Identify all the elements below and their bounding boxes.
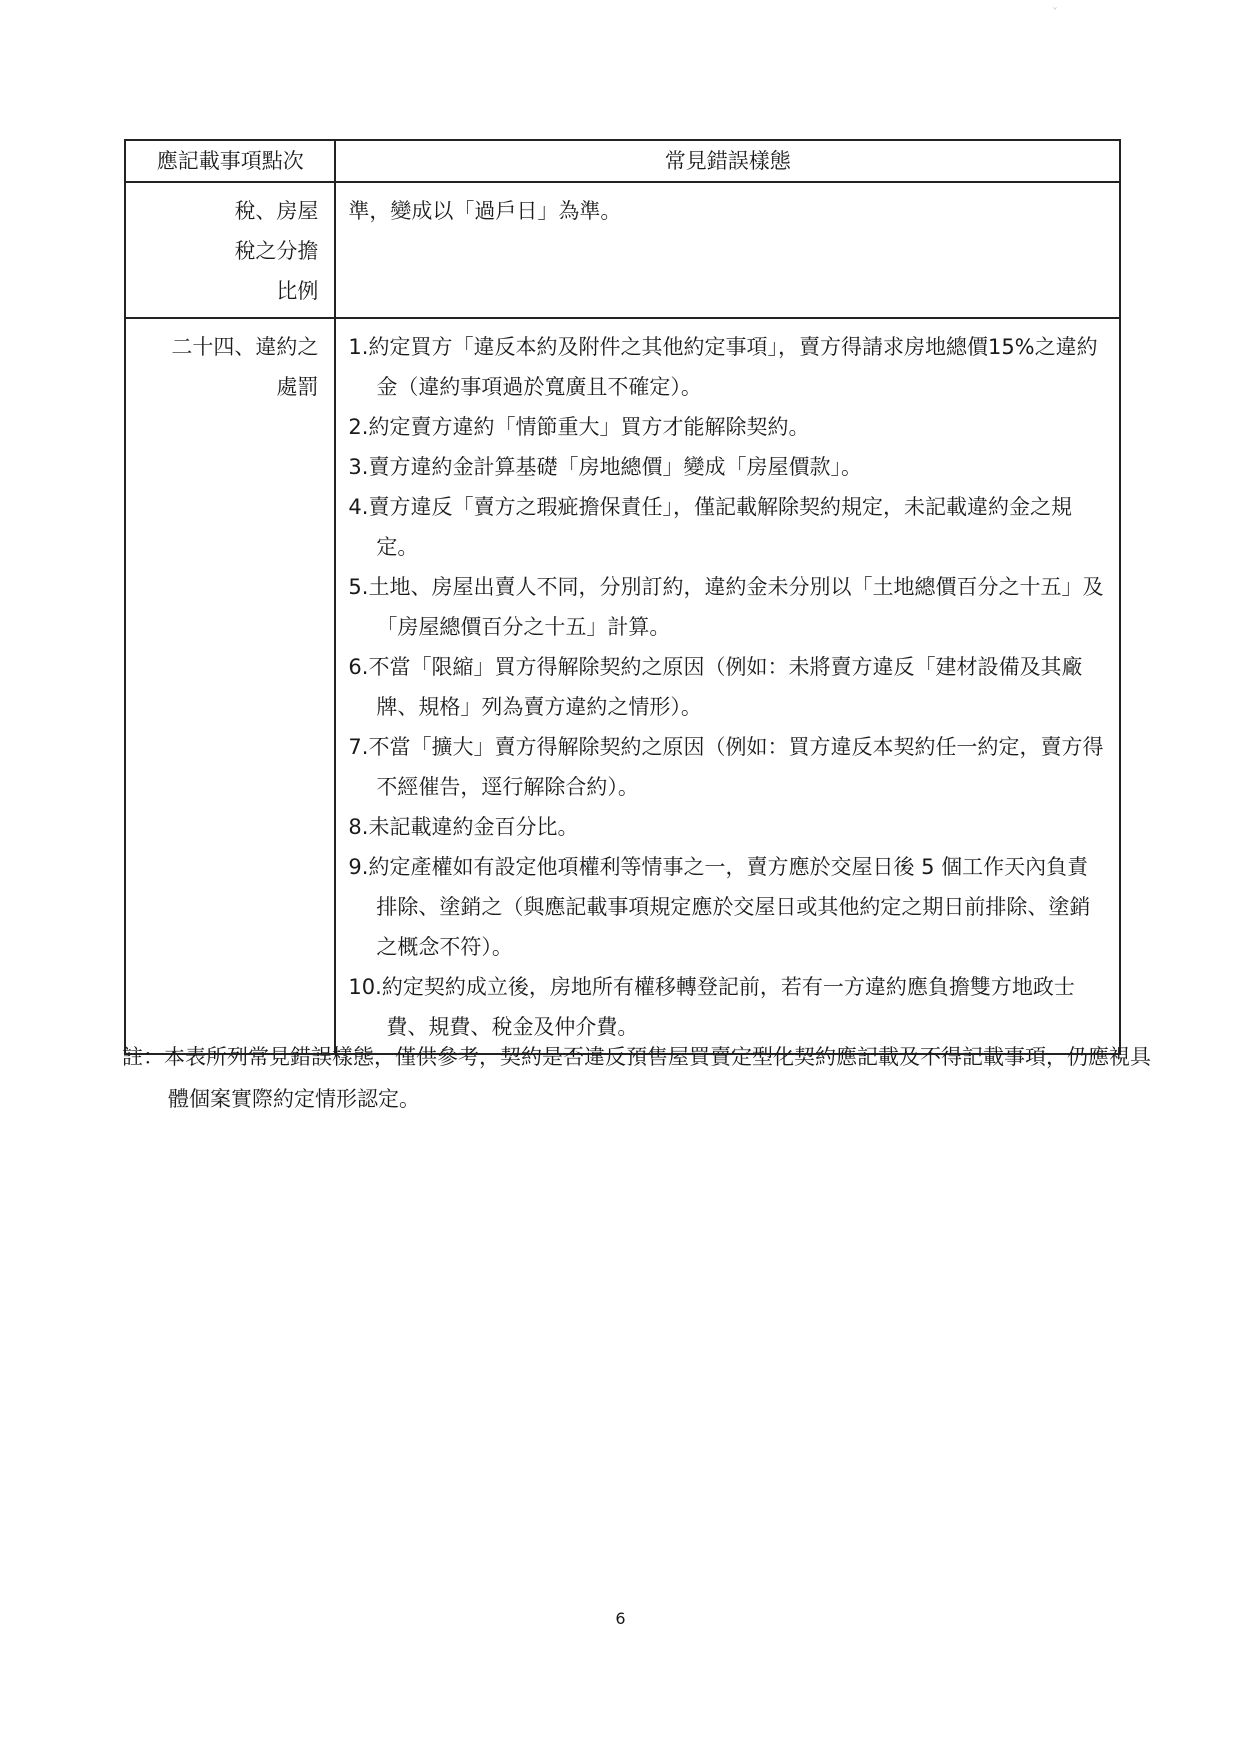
page-number: 6 — [615, 1609, 626, 1628]
footnote: 註：本表所列常見錯誤樣態，僅供參考，契約是否違反預售屋買賣定型化契約應記載及不得記載事項，仍應視具體個案實際約定情形認定。 — [122, 1045, 1151, 1111]
table-row — [125, 318, 1120, 1054]
error-item: 4.賣方違反「賣方之瑕疵擔保責任」，僅記載解除契約規定，未記載違約金之規定。 — [348, 495, 1072, 559]
row-content — [335, 182, 1120, 318]
header-item-number: 應記載事項點次 — [125, 140, 335, 182]
error-item: 10.約定契約成立後，房地所有權移轉登記前，若有一方違約應負擔雙方地政士費、規費、稅金及仲介費。 — [348, 975, 1075, 1039]
row-label-line: 二十四、違約之 — [171, 335, 319, 359]
row-label-line: 處罰 — [276, 375, 319, 399]
row-label — [125, 182, 335, 318]
error-item: 8.未記載違約金百分比。 — [348, 815, 579, 839]
table-row — [125, 182, 1120, 318]
error-item: 6.不當「限縮」買方得解除契約之原因（例如：未將賣方違反「建材設備及其廠牌、規格」列為賣方違約之情形）。 — [348, 655, 1083, 719]
error-item: 7.不當「擴大」賣方得解除契約之原因（例如：買方違反本契約任一約定，賣方得不經催告，逕行解除合約）。 — [348, 735, 1104, 799]
error-item: 5.土地、房屋出賣人不同，分別訂約，違約金未分別以「土地總價百分之十五」及「房屋總價百分之十五」計算。 — [348, 575, 1104, 639]
error-item: 2.約定賣方違約「情節重大」買方才能解除契約。 — [348, 415, 810, 439]
row-label — [125, 318, 335, 1054]
error-item: 準，變成以「過戶日」為準。 — [348, 199, 622, 223]
header-error-pattern: 常見錯誤樣態 — [335, 140, 1120, 182]
error-item: 3.賣方違約金計算基礎「房地總價」變成「房屋價款」。 — [348, 455, 862, 479]
row-label-line: 比例 — [276, 279, 319, 303]
scan-speck-icon: ˇ — [1052, 6, 1058, 20]
row-label-line: 稅之分擔 — [234, 239, 319, 263]
error-patterns-table — [124, 139, 1121, 1055]
table-header-row — [125, 140, 1120, 182]
error-item: 1.約定買方「違反本約及附件之其他約定事項」，賣方得請求房地總價15%之違約金（違約事項過於寬廣且不確定）。 — [348, 335, 1098, 399]
row-content — [335, 318, 1120, 1054]
error-item: 9.約定產權如有設定他項權利等情事之一，賣方應於交屋日後 5 個工作天內負責排除、塗銷之（與應記載事項規定應於交屋日或其他約定之期日前排除、塗銷之概念不符）。 — [348, 855, 1091, 959]
row-label-line: 稅、房屋 — [234, 199, 319, 223]
